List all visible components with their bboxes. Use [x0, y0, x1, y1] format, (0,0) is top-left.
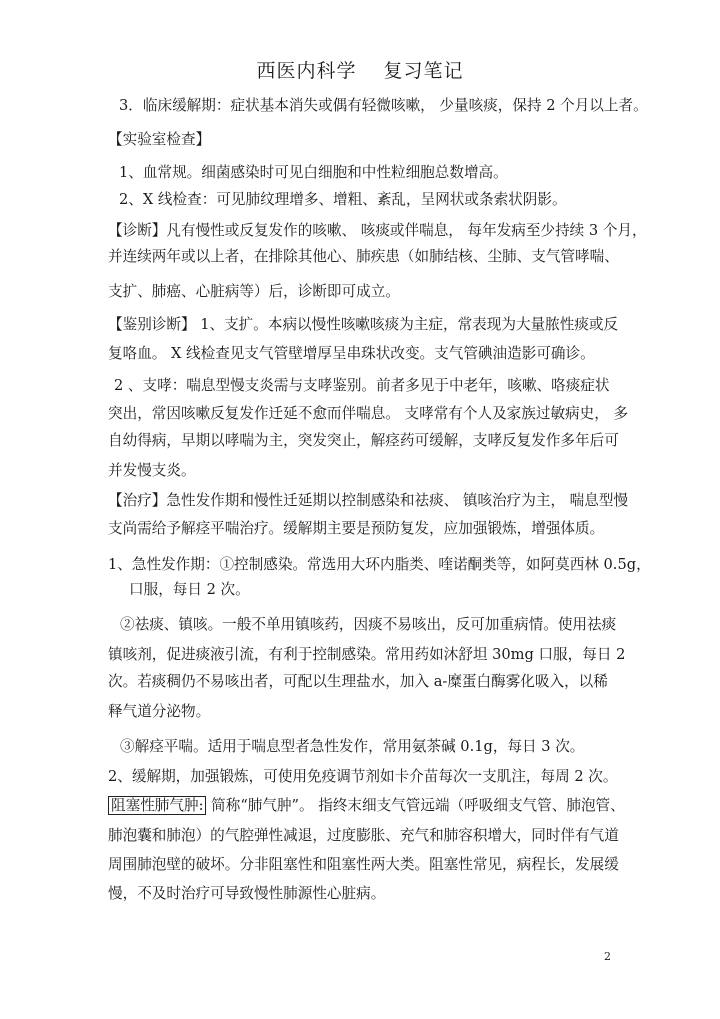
- page-title: 西医内科学 复习笔记: [256, 60, 464, 82]
- text-line: 1、血常规。细菌感染时可见白细胞和中性粒细胞总数增高。: [119, 164, 508, 181]
- text-line: ②祛痰、镇咳。一般不单用镇咳药，因痰不易咳出，反可加重病情。使用祛痰: [120, 616, 617, 633]
- text-line: 镇咳剂，促进痰液引流，有利于控制感染。常用药如沐舒坦 30mg 口服，每日 2: [108, 646, 626, 663]
- text-line: 周围肺泡壁的破坏。分非阻塞性和阻塞性两大类。阻塞性常见，病程长，发展缓: [108, 856, 619, 873]
- text-line: ③解痉平喘。适用于喘息型者急性发作，常用氨茶碱 0.1g，每日 3 次。: [120, 738, 585, 755]
- text-line: 口服，每日 2 次。: [129, 581, 250, 598]
- text-line: 并发慢支炎。: [108, 462, 196, 479]
- text-line: 慢，不及时治疗可导致慢性肺源性心脏病。: [108, 885, 386, 902]
- text-line: 突出，常因咳嗽反复发作迁延不愈而伴喘息。 支哮常有个人及家族过敏病史， 多: [108, 405, 629, 422]
- boxed-term: 阻塞性肺气肿:: [108, 796, 206, 815]
- section-heading-lab: 【实验室检查】: [108, 131, 211, 148]
- text-line: 自幼得病，早期以哮喘为主，突发突止，解痉药可缓解，支哮反复发作多年后可: [108, 432, 619, 449]
- page-number: 2: [604, 950, 611, 963]
- text-line: 复咯血。 X 线检查见支气管壁增厚呈串珠状改变。支气管碘油造影可确诊。: [108, 345, 595, 362]
- text-line-emphysema: [108, 796, 625, 816]
- text-line: 【治疗】急性发作期和慢性迁延期以控制感染和祛痰、 镇咳治疗为主， 喘息型慢: [108, 492, 629, 509]
- text-line: 2、缓解期，加强锻炼，可使用免疫调节剂如卡介苗每次一支肌注，每周 2 次。: [108, 768, 618, 785]
- text-line: 肺泡囊和肺泡）的气腔弹性减退，过度膨胀、充气和肺容积增大，同时伴有气道: [108, 827, 619, 844]
- text-line: 支扩、肺癌、心脏病等）后，诊断即可成立。: [108, 283, 400, 300]
- text-line: 2、X 线检查：可见肺纹理增多、增粗、紊乱，呈网状或条索状阴影。: [119, 191, 567, 208]
- text-line: 释气道分泌物。: [108, 703, 211, 720]
- text-line: 【诊断】凡有慢性或反复发作的咳嗽、 咳痰或伴喘息， 每年发病至少持续 3 个月，: [108, 222, 647, 239]
- text-line: 2 、支哮：喘息型慢支炎需与支哮鉴别。前者多见于中老年，咳嗽、咯痰症状: [114, 377, 610, 394]
- text-line: 支尚需给予解痉平喘治疗。缓解期主要是预防复发，应加强锻炼，增强体质。: [108, 520, 605, 537]
- text-line: 并连续两年或以上者，在排除其他心、肺疾患（如肺结核、尘肺、支气管哮喘、: [108, 248, 619, 265]
- text-line: 3．临床缓解期：症状基本消失或偶有轻微咳嗽， 少量咳痰，保持 2 个月以上者。: [119, 97, 648, 114]
- text-line: 【鉴别诊断】 1、支扩。本病以慢性咳嗽咳痰为主症，常表现为大量脓性痰或反: [108, 316, 619, 333]
- text-fragment: 简称“肺气肿”。 指终末细支气管远端（呼吸细支气管、肺泡管、: [211, 797, 625, 814]
- text-line: 次。若痰稠仍不易咳出者，可配以生理盐水，加入 a-糜蛋白酶雾化吸入，以稀: [108, 673, 608, 690]
- text-line: 1、急性发作期：①控制感染。常选用大环内脂类、喹诺酮类等，如阿莫西林 0.5g，: [108, 556, 651, 573]
